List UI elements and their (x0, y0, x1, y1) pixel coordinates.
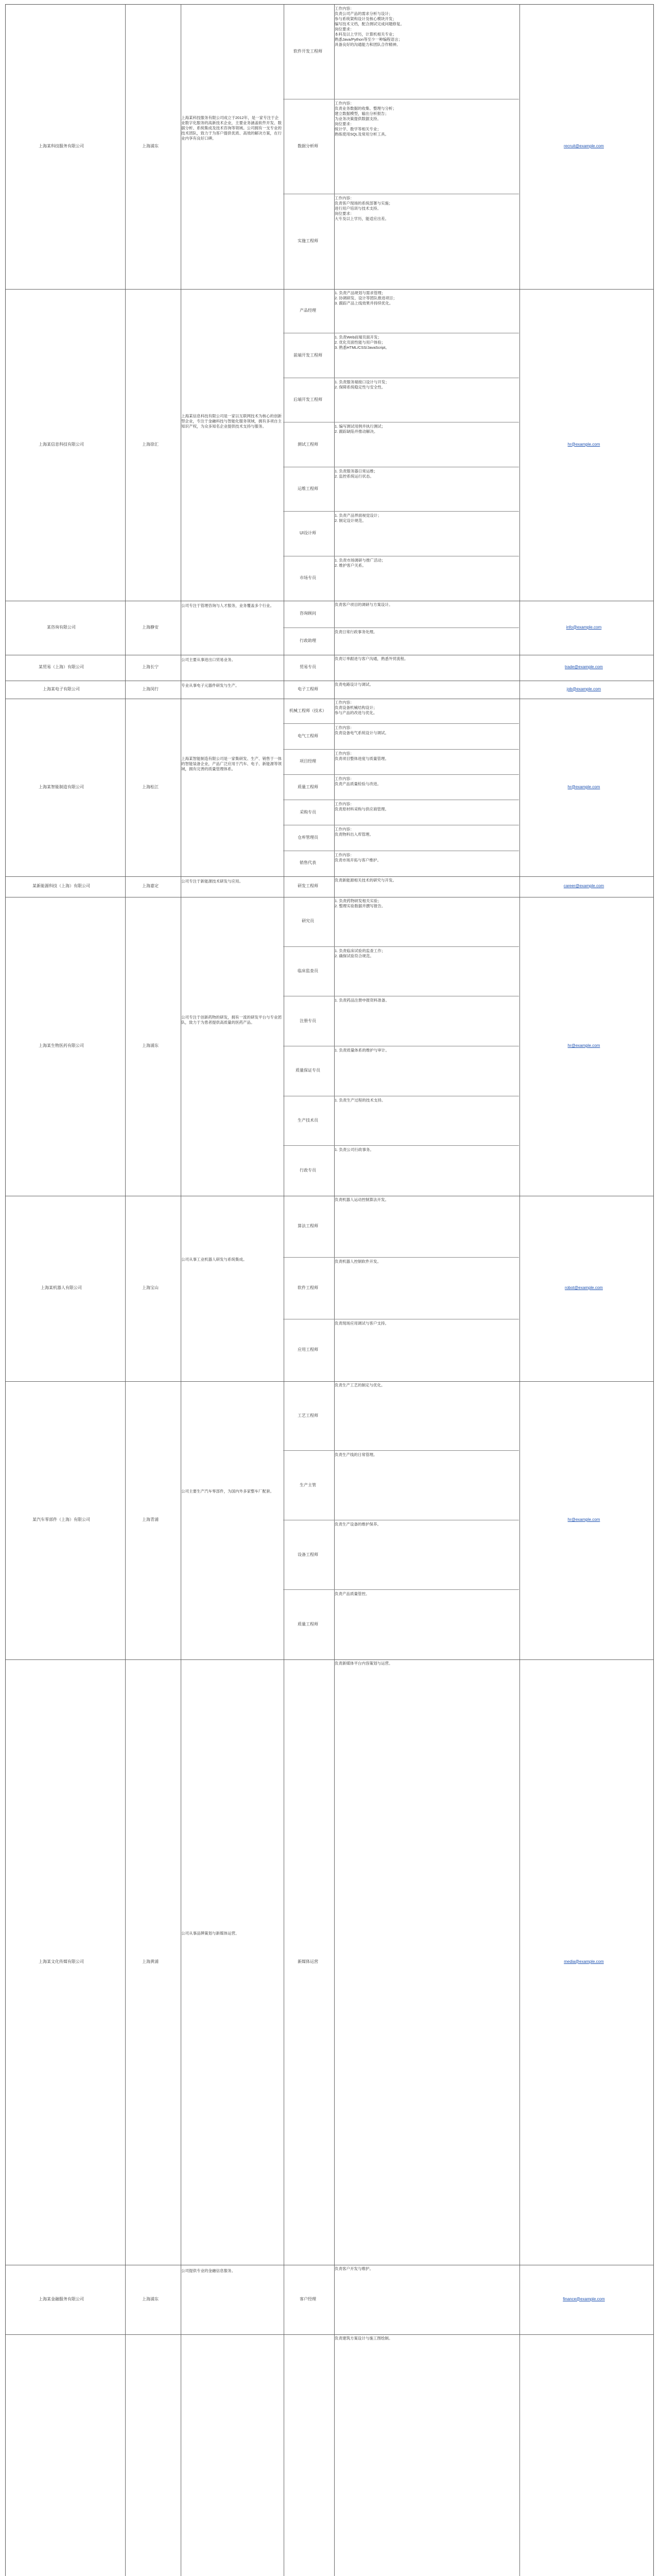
position-title: 数据分析师 (298, 144, 318, 148)
company-name: 上海某文化传媒有限公司 (39, 1959, 84, 1964)
company-name: 上海某机器人有限公司 (41, 1285, 82, 1290)
position-responsibilities: 负责客户开发与维护。 (335, 2266, 373, 2271)
position-title: 行政专员 (300, 1167, 316, 1173)
position-responsibilities: 1. 负责公司行政事务。 (335, 1147, 374, 1153)
position-responsibilities: 工作内容： 负责业务数据的收集、整理与分析； 建立数据模型，输出分析报告； 为业务决策提供数据支持。 岗位要求： 统计学、数学等相关专业； 熟练使用SQL及常用分析工具。 (335, 101, 396, 137)
position-title: UI设计师 (300, 531, 316, 536)
position-responsibilities: 1. 编写测试用例并执行测试； 2. 跟踪缺陷并推动解决。 (335, 424, 386, 434)
company-name: 某贸易（上海）有限公司 (39, 665, 84, 669)
contact-email[interactable]: info@example.com (566, 624, 602, 630)
company-intro: 公司专注于新能源技术研发与应用。 (181, 879, 243, 884)
position-title: 应用工程师 (298, 1347, 318, 1352)
contact-email[interactable]: hr@example.com (567, 442, 600, 447)
company-name: 上海某信息科技有限公司 (39, 442, 84, 447)
position-responsibilities: 工作内容： 负责公司产品的需求分析与设计； 参与系统架构设计及核心模块开发； 编写技术文档，配合测试完成问题修复。 岗位要求： 本科及以上学历，计算机相关专业； 熟悉Java/Python等至少一种编程语言； 具备良好的沟通能力和团队合作精神。 (335, 6, 404, 47)
position-title: 市场专员 (300, 575, 316, 580)
position-responsibilities: 工作内容： 负责设备机械结构设计； 参与产品的改进与优化。 (335, 700, 377, 715)
company-intro: 公司从事工业机器人研发与系统集成。 (181, 1257, 247, 1262)
company-intro: 专业从事电子元器件研发与生产。 (181, 683, 239, 688)
company-name: 上海某智能制造有限公司 (39, 784, 84, 789)
position-title: 研发工程师 (298, 884, 318, 888)
position-title: 行政助理 (300, 638, 316, 643)
contact-email[interactable]: trade@example.com (565, 665, 603, 669)
position-title: 测试工程师 (298, 442, 318, 447)
company-location: 上海长宁 (142, 665, 159, 669)
position-responsibilities: 工作内容： 负责项目整体进度与质量管理。 (335, 751, 389, 761)
position-title: 采购专员 (300, 809, 316, 815)
company-intro: 公司专注于管理咨询与人才服务，业务覆盖多个行业。 (181, 603, 274, 608)
position-responsibilities: 工作内容： 负责市场开拓与客户维护。 (335, 852, 381, 862)
position-title: 软件开发工程师 (293, 49, 322, 54)
position-responsibilities: 1. 负责质量体系的维护与审计。 (335, 1048, 389, 1053)
position-title: 软件工程师 (298, 1285, 318, 1290)
position-title: 仓库管理员 (298, 835, 318, 840)
position-responsibilities: 负责电路设计与调试。 (335, 682, 373, 687)
position-title: 设备工程师 (298, 1552, 318, 1557)
position-responsibilities: 负责产品质量管控。 (335, 1591, 370, 1596)
position-title: 生产主管 (300, 1482, 316, 1487)
position-title: 质量工程师 (298, 784, 318, 789)
company-name: 某汽车零部件（上海）有限公司 (32, 1517, 90, 1522)
position-responsibilities: 负责机器人控制软件开发。 (335, 1259, 381, 1264)
company-location: 上海浦东 (142, 2296, 159, 2301)
company-location: 上海黄浦 (142, 1959, 159, 1964)
position-responsibilities: 工作内容： 负责物料出入库管理。 (335, 827, 373, 837)
position-title: 电气工程师 (298, 733, 318, 738)
position-responsibilities: 负责客户项目的调研与方案设计。 (335, 602, 393, 607)
position-responsibilities: 工作内容： 负责原材料采购与供应商管理。 (335, 802, 389, 812)
position-responsibilities: 负责生产线的日常管理。 (335, 1452, 377, 1457)
position-title: 机械工程师（技术） (289, 708, 326, 713)
company-intro: 公司主要生产汽车零部件，为国内外多家整车厂配套。 (181, 1489, 274, 1494)
position-responsibilities: 负责新媒体平台内容策划与运营。 (335, 1661, 393, 1666)
position-title: 运维工程师 (298, 486, 318, 491)
position-responsibilities: 负责生产工艺的制定与优化。 (335, 1383, 385, 1387)
position-responsibilities: 1. 负责临床试验的监查工作； 2. 确保试验符合规范。 (335, 948, 386, 958)
company-intro: 上海某信息科技有限公司是一家以互联网技术为核心的创新型企业，专注于金融科技与智能化服务领域，拥有多项自主知识产权，为众多知名企业提供技术支持与服务。 (181, 413, 282, 429)
position-title: 工艺工程师 (298, 1413, 318, 1418)
position-responsibilities: 1. 负责产品界面视觉设计； 2. 制定设计规范。 (335, 513, 381, 523)
position-responsibilities: 1. 负责产品规划与需求管理； 2. 协调研发、设计等团队推进项目； 3. 跟踪产品上线效果并持续优化。 (335, 291, 397, 306)
position-title: 电子工程师 (298, 686, 318, 691)
company-intro: 公司主要从事进出口贸易业务。 (181, 657, 235, 662)
company-intro: 上海某智能制造有限公司是一家集研发、生产、销售于一体的智能装备企业，产品广泛应用于汽车、电子、新能源等领域，拥有完善的质量管理体系。 (181, 756, 282, 771)
company-location: 上海徐汇 (142, 442, 159, 447)
position-title: 产品经理 (300, 308, 316, 313)
company-intro: 公司专注于创新药物的研发，拥有一流的研发平台与专业团队，致力于为患者提供高质量的医药产品。 (181, 1015, 282, 1025)
position-title: 质量保证专员 (296, 1068, 320, 1073)
position-title: 质量工程师 (298, 1621, 318, 1626)
position-responsibilities: 1. 负责Web前端页面开发； 2. 优化页面性能与用户体验； 3. 熟悉HTML/CSS/JavaScript。 (335, 335, 389, 350)
position-responsibilities: 1. 负责服务器日常运维； 2. 监控系统运行状态。 (335, 468, 378, 479)
contact-email[interactable]: finance@example.com (563, 2296, 605, 2301)
position-title: 前端开发工程师 (293, 352, 322, 358)
company-location: 上海静安 (142, 624, 159, 630)
company-location: 上海闵行 (142, 686, 159, 691)
contact-email[interactable]: career@example.com (563, 884, 604, 888)
position-title: 注册专员 (300, 1018, 316, 1023)
position-responsibilities: 负责订单跟进与客户沟通，熟悉外贸流程。 (335, 656, 408, 661)
position-responsibilities: 工作内容： 负责客户现场的系统部署与实施； 进行用户培训与技术支持。 岗位要求： 大专及以上学历，能适应出差。 (335, 196, 393, 221)
company-location: 上海浦东 (142, 1043, 159, 1048)
position-title: 新媒体运营 (298, 1959, 318, 1964)
position-responsibilities: 负责新能源相关技术的研究与开发。 (335, 878, 396, 883)
company-name: 某新能源科技（上海）有限公司 (32, 884, 90, 888)
contact-email[interactable]: hr@example.com (567, 1517, 600, 1522)
position-title: 项目经理 (300, 759, 316, 764)
company-name: 上海某金融服务有限公司 (39, 2296, 84, 2301)
position-title: 研究员 (302, 919, 314, 924)
position-responsibilities: 1. 负责药品注册申报资料准备。 (335, 998, 389, 1003)
company-location: 上海宝山 (142, 1285, 159, 1290)
position-title: 生产技术员 (298, 1118, 318, 1123)
company-intro: 上海某科技服务有限公司成立于2012年，是一家专注于企业数字化服务的高新技术企业，主要业务涵盖软件开发、数据分析、系统集成及技术咨询等领域。公司拥有一支专业的技术团队，致力于为客户提供优质、高效的解决方案，在行业内享有良好口碑。 (181, 115, 282, 141)
position-responsibilities: 1. 负责市场调研与推广活动； 2. 维护客户关系。 (335, 557, 386, 568)
position-title: 咨询顾问 (300, 611, 316, 616)
company-name: 上海某电子有限公司 (43, 686, 80, 691)
company-name: 上海某生物医药有限公司 (39, 1043, 84, 1048)
company-location: 上海嘉定 (142, 884, 159, 888)
company-name: 上海某科技服务有限公司 (39, 144, 84, 148)
company-location: 上海青浦 (142, 1517, 159, 1522)
contact-email[interactable]: robot@example.com (565, 1285, 603, 1290)
contact-email[interactable]: hr@example.com (567, 784, 600, 789)
contact-email[interactable]: media@example.com (564, 1959, 604, 1964)
position-title: 后端开发工程师 (293, 397, 322, 402)
position-responsibilities: 工作内容： 负责产品质量检验与改进。 (335, 776, 381, 786)
company-location: 上海浦东 (142, 144, 159, 148)
position-responsibilities: 负责建筑方案设计与施工图绘制。 (335, 2336, 393, 2341)
position-title: 实施工程师 (298, 239, 318, 243)
company-intro: 公司提供专业的金融信息服务。 (181, 2268, 235, 2273)
contact-email[interactable]: job@example.com (566, 686, 601, 691)
position-responsibilities: 负责现场应用调试与客户支持。 (335, 1321, 389, 1326)
position-responsibilities: 负责生产设备的维护保养。 (335, 1522, 381, 1527)
position-responsibilities: 1. 负责药物研发相关实验； 2. 整理实验数据并撰写报告。 (335, 899, 386, 908)
position-title: 算法工程师 (298, 1224, 318, 1228)
contact-email[interactable]: hr@example.com (567, 1043, 600, 1048)
position-title: 贸易专员 (300, 665, 316, 669)
position-title: 销售代表 (300, 860, 316, 866)
position-responsibilities: 1. 负责服务端接口设计与开发； 2. 保障系统稳定性与安全性。 (335, 379, 389, 389)
position-title: 临床监查员 (298, 969, 318, 973)
position-responsibilities: 负责日常行政事务处理。 (335, 629, 377, 634)
company-location: 上海松江 (142, 784, 159, 789)
position-title: 客户经理 (300, 2296, 316, 2301)
company-name: 某咨询有限公司 (47, 624, 76, 630)
position-responsibilities: 1. 负责生产过程的技术支持。 (335, 1097, 386, 1103)
position-responsibilities: 工作内容： 负责设备电气系统设计与调试。 (335, 725, 389, 736)
position-responsibilities: 负责机器人运动控制算法开发。 (335, 1197, 389, 1202)
company-intro: 公司从事品牌策划与新媒体运营。 (181, 1930, 239, 1936)
contact-email[interactable]: recruit@example.com (564, 144, 604, 148)
